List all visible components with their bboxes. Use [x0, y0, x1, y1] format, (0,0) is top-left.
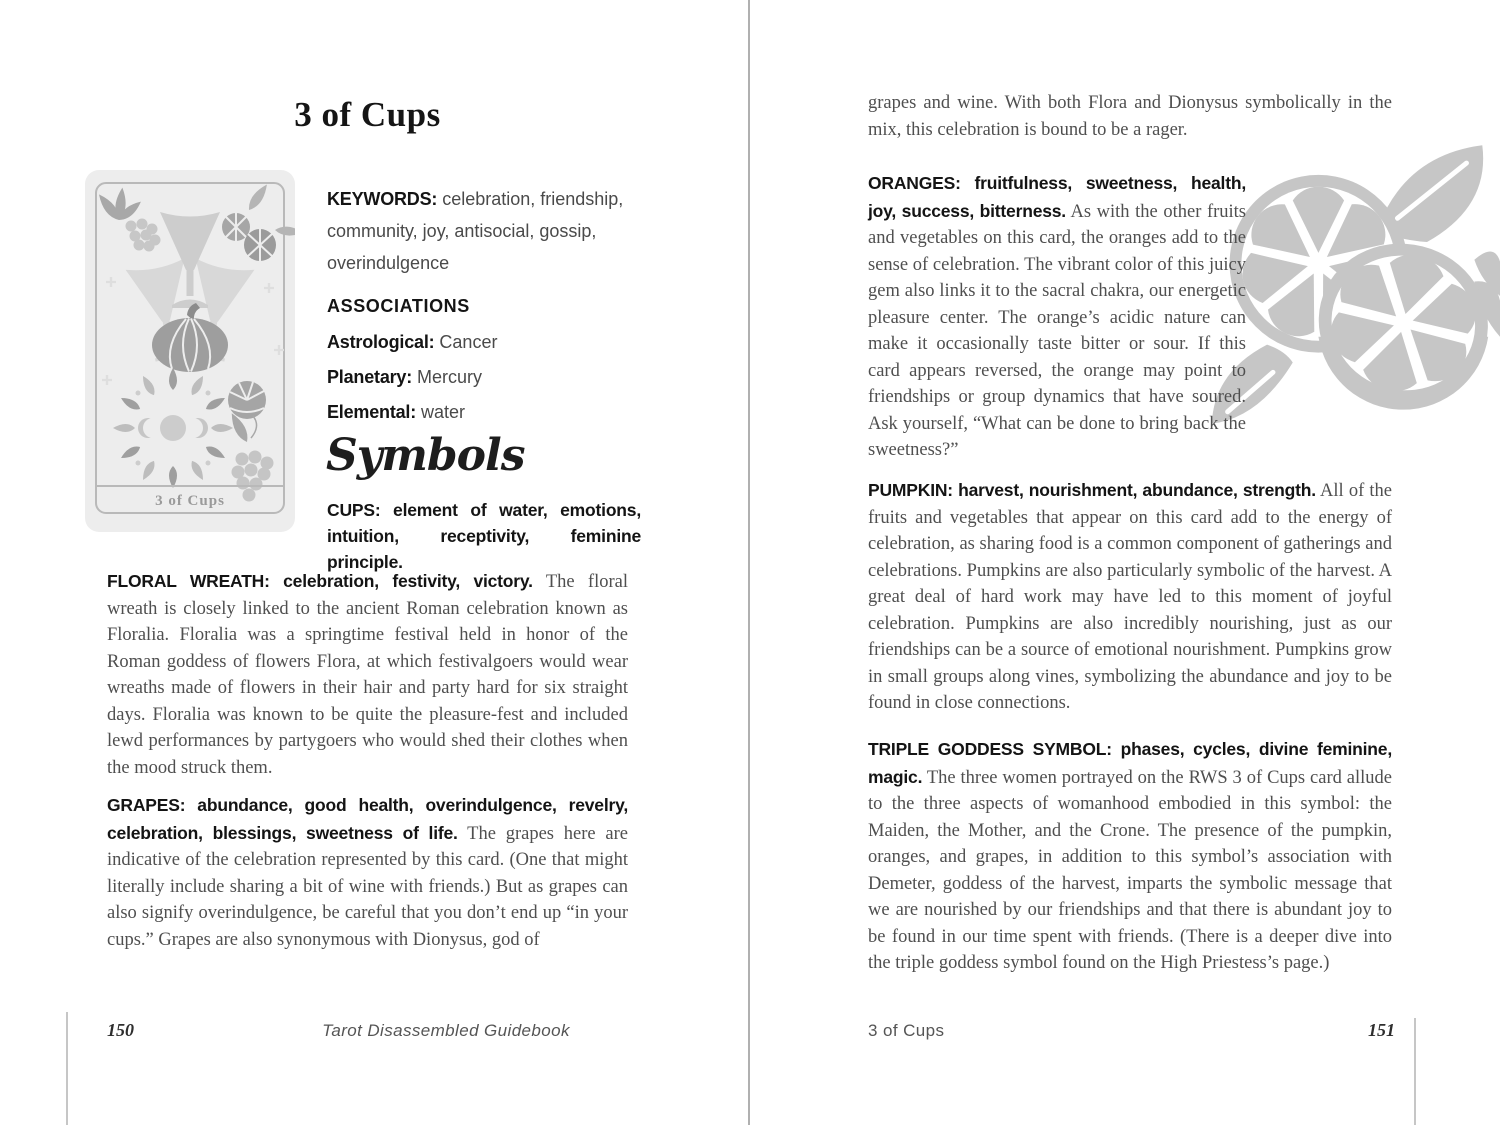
- paragraph-continuation: grapes and wine. With both Flora and Dionysus symbolically in the mix, this celebration is bound to be a rager.: [868, 93, 1392, 140]
- paragraph-body: The three women portrayed on the RWS 3 of Cups card allude to the three aspects of womanhood embodied in this symbol: the Maiden, the Mother, and the Crone. The presence of the pumpkin, oranges, and grapes, in addition to this symbol’s association with Demeter, goddess of the harvest, imparts the symbolic message that we are nourished by our friendships and that there is abundant joy to be found in our time spent with friends. (There is a deeper dive into the triple goddess symbol found on the High Priestess’s page.): [868, 767, 1392, 973]
- footer-book-title: Tarot Disassembled Guidebook: [322, 1021, 570, 1040]
- tarot-card-illustration: [85, 170, 295, 532]
- card-caption: 3 of Cups: [155, 493, 225, 509]
- paragraph-body: The floral wreath is closely linked to the ancient Roman celebration known as Floralia. Floralia was a springtime festival held in honor of the Roman goddess of flowers Flora, at which festivalgoers would wear wreaths made of flowers in their hair and party hard for six straight days. Floralia was known to be quite the pleasure-fest and included lewd performances by partygoers who would shed their clothes when the mood struck them.: [107, 572, 628, 778]
- page-title: 3 of Cups: [294, 95, 441, 134]
- association-value: Mercury: [412, 367, 483, 387]
- keywords-associations-block: [327, 183, 639, 423]
- paragraph-body: The grapes here are indicative of the celebration represented by this card. (One that might literally include sharing a bit of wine with friends.) But as grapes can also signify overindulgence, be careful that you don’t end up “in your cups.” Grapes are also synonymous with Dionysus, god of: [107, 823, 628, 950]
- association-label: Planetary:: [327, 367, 413, 387]
- triple-goddess-icon: [138, 415, 208, 441]
- footer-page-number-left: 150: [107, 1020, 134, 1040]
- keywords-value: celebration, friendship, community, joy, antisocial, gossip, overindulgence: [327, 189, 624, 273]
- paragraph-oranges: [868, 170, 1246, 464]
- keywords-line: [327, 183, 639, 279]
- association-label: Astrological:: [327, 332, 435, 352]
- paragraph-body: All of the fruits and vegetables that appear on this card add to the energy of celebration, as sharing food is a common component of gatherings and celebrations. Pumpkins are also particularly symbolic of the harvest. A great deal of hard work may have led to this moment of joyful celebration. Pumpkins are also incredibly nourishing, just as our friendships can be a source of emotional nourishment. Pumpkins grow in small groups along vines, symbolizing the abundance and joy to be found in close connections.: [868, 481, 1392, 713]
- orange-half-icon: [228, 381, 266, 419]
- paragraph-lead: ORANGES: fruitfulness, sweetness, health, joy, success, bitterness.: [868, 173, 1246, 221]
- association-row: [327, 401, 639, 423]
- association-row: [327, 366, 639, 388]
- associations-heading: ASSOCIATIONS: [327, 296, 470, 316]
- paragraph-lead: PUMPKIN: harvest, nourishment, abundance, strength.: [868, 480, 1316, 500]
- cups-symbol-note: CUPS: element of water, emotions, intuition, receptivity, feminine principle.: [327, 500, 641, 572]
- paragraph-grapes: [107, 792, 628, 953]
- symbols-heading: Symbols: [326, 430, 525, 481]
- keywords-label: KEYWORDS:: [327, 189, 438, 209]
- footer-page-number-right: 151: [1368, 1020, 1395, 1040]
- association-value: Cancer: [434, 332, 498, 352]
- paragraph-pumpkin: [868, 477, 1392, 717]
- paragraph-lead: GRAPES: abundance, good health, overindulgence, revelry, celebration, blessings, sweetness of life.: [107, 795, 628, 843]
- paragraph-lead: TRIPLE GODDESS SYMBOL: phases, cycles, divine feminine, magic.: [868, 739, 1392, 787]
- footer-chapter-title: 3 of Cups: [868, 1021, 945, 1040]
- association-value: water: [416, 402, 466, 422]
- association-label: Elemental:: [327, 402, 417, 422]
- paragraph-lead: FLORAL WREATH: celebration, festivity, victory.: [107, 571, 533, 591]
- center-gutter-divider: [748, 0, 750, 1125]
- paragraph-body: As with the other fruits and vegetables on this card, the oranges add to the sense of celebration. The vibrant color of this juicy gem also links it to the sacral chakra, our energetic pleasure center. The orange’s acidic nature can make it occasionally taste bitter or sour. If this card appears reversed, the orange may point to friendships or group dynamics that have soured. Ask yourself, “What can be done to bring back the sweetness?”: [868, 201, 1246, 460]
- paragraph-triple-goddess: [868, 736, 1392, 977]
- paragraph-floral-wreath: [107, 568, 628, 781]
- page-edge-line-left: [66, 1012, 68, 1125]
- page-edge-line-right: [1414, 1018, 1416, 1125]
- association-row: [327, 331, 639, 353]
